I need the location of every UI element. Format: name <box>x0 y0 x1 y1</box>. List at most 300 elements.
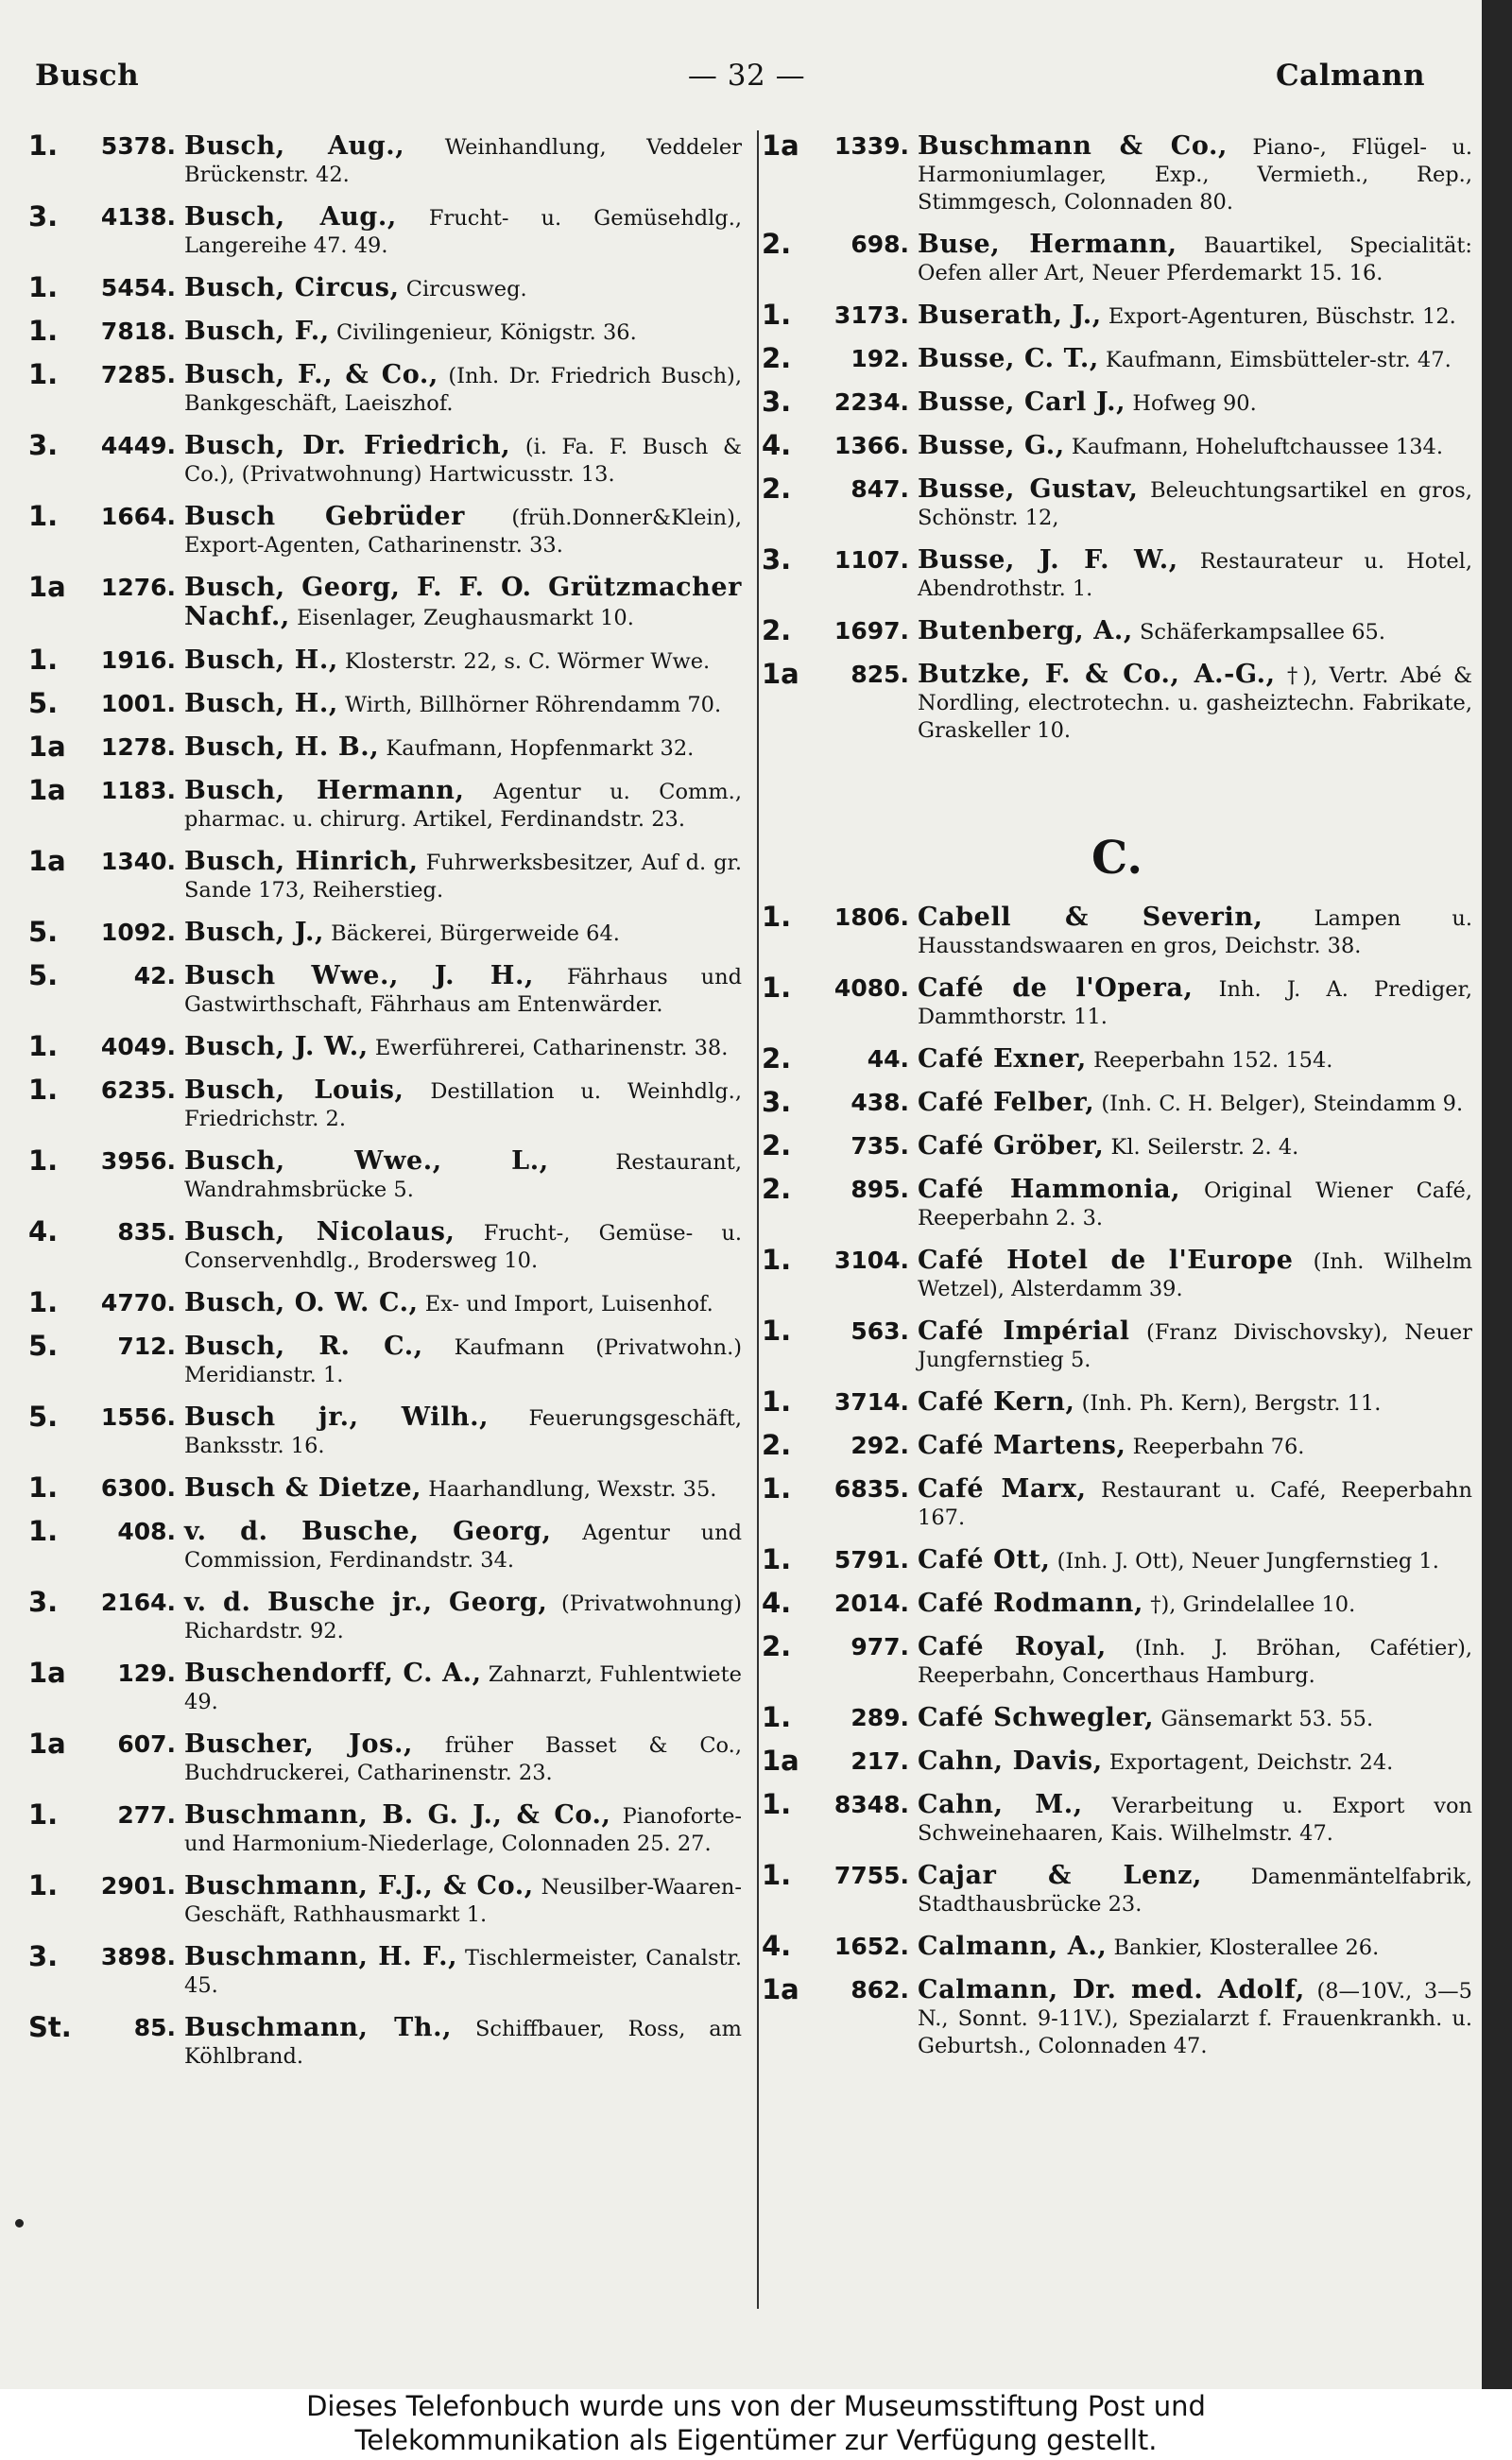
entry-name: Buscher, Jos., <box>184 1729 413 1759</box>
exchange-code: 1a <box>762 129 799 162</box>
exchange-code: 3. <box>28 200 59 232</box>
directory-entry <box>28 315 742 347</box>
entry-name: Busch, Hinrich, <box>184 847 419 876</box>
directory-entry <box>762 1385 1472 1418</box>
line-number: 698. <box>850 231 909 258</box>
line-number: 1652. <box>833 1933 909 1960</box>
entry-phone-number <box>762 1317 913 1348</box>
line-number: 977. <box>850 1633 909 1660</box>
entry-phone-number <box>762 1173 913 1206</box>
entry-name: Busch, Dr. Friedrich, <box>184 431 511 460</box>
entry-description: Bauartikel, Specialität: Oefen aller Art, Neuer Pferdemarkt 15. 16. <box>918 233 1472 285</box>
exchange-code: 4. <box>762 429 792 461</box>
exchange-code: 1. <box>762 1788 792 1820</box>
entry-name: Busse, C. T., <box>918 344 1099 373</box>
entry-name: Busch, F., & Co., <box>184 360 438 389</box>
directory-entry <box>762 228 1472 287</box>
entry-phone-number <box>28 1798 180 1832</box>
directory-entry <box>762 475 1472 532</box>
entry-phone-number <box>28 1471 180 1505</box>
entry-phone-number <box>762 1543 913 1576</box>
entry-name: Buserath, J., <box>918 301 1102 330</box>
entry-description: Weinhandlung, Veddeler Brückenstr. 42. <box>184 135 742 187</box>
entry-description: Kaufmann, Eimsbütteler-str. 47. <box>1106 348 1452 372</box>
margin-mark <box>15 2219 24 2228</box>
directory-entry <box>762 1543 1472 1575</box>
line-number: 3898. <box>100 1943 176 1970</box>
entry-name: Calmann, Dr. med. Adolf, <box>918 1975 1305 2004</box>
entry-description: Restaurant u. Café, Reeperbahn 167. <box>918 1478 1473 1530</box>
entry-description: Original Wiener Café, Reeperbahn 2. 3. <box>918 1178 1472 1230</box>
left-column <box>28 129 743 2085</box>
entry-name: Café Impérial <box>918 1316 1130 1346</box>
entry-name: Busch, J. W., <box>184 1032 369 1061</box>
line-number: 1916. <box>100 646 176 674</box>
exchange-code: 2. <box>762 614 792 646</box>
entry-phone-number <box>762 1587 913 1620</box>
entry-name: Busse, Carl J., <box>918 387 1126 417</box>
entry-description: Reeperbahn 76. <box>1132 1435 1305 1459</box>
line-number: 2234. <box>833 388 909 416</box>
entry-name: Buschmann, F.J., & Co., <box>184 1871 534 1901</box>
entry-name: Buschmann, Th., <box>184 2013 453 2042</box>
entry-name: Buschmann, H. F., <box>184 1942 458 1971</box>
exchange-code: 1. <box>28 1074 59 1106</box>
entry-description: Pianoforte- und Harmonium-Niederlage, Colonnaden 25. 27. <box>184 1804 742 1856</box>
directory-entry <box>762 1587 1472 1619</box>
exchange-code: 1a <box>28 774 66 806</box>
entry-name: Busch, R. C., <box>184 1332 423 1361</box>
entry-description: Export-Agenturen, Büschstr. 12. <box>1108 304 1456 329</box>
line-number: 1276. <box>100 574 176 601</box>
entry-phone-number <box>762 1385 913 1419</box>
directory-entry <box>762 129 1472 216</box>
entry-description: Inh. J. A. Prediger, Dammthorstr. 11. <box>918 977 1472 1029</box>
exchange-code: 1. <box>28 315 59 347</box>
exchange-code: 1. <box>762 1701 792 1733</box>
entry-phone-number <box>762 1472 913 1505</box>
entry-description: Zahnarzt, Fuhlentwiete 49. <box>184 1662 742 1714</box>
entry-phone-number <box>762 301 913 332</box>
entry-name: Busch Gebrüder <box>184 502 466 531</box>
entry-phone-number <box>762 475 913 506</box>
entry-phone-number <box>28 916 180 949</box>
line-number: 6235. <box>100 1076 176 1104</box>
entry-phone-number <box>28 845 180 878</box>
entry-name: Busch, Circus, <box>184 273 400 302</box>
entry-name: Café Ott, <box>918 1545 1051 1574</box>
directory-entry <box>762 1042 1472 1075</box>
entry-name: Café de l'Opera, <box>918 973 1194 1003</box>
exchange-code: 3. <box>762 1086 792 1118</box>
exchange-code: 5. <box>28 959 59 991</box>
line-number: 1278. <box>100 733 176 761</box>
entry-name: Cajar & Lenz, <box>918 1861 1203 1890</box>
entry-phone-number <box>28 774 180 807</box>
entry-name: Café Martens, <box>918 1431 1126 1460</box>
entry-phone-number <box>28 571 180 604</box>
line-number: 42. <box>133 962 176 989</box>
exchange-code: 1a <box>762 658 799 690</box>
entry-description: Neusilber-Waaren-Geschäft, Rathhausmarkt 1. <box>184 1875 743 1927</box>
page-number: — 32 — <box>687 59 806 93</box>
line-number: 847. <box>850 475 909 503</box>
directory-entry <box>762 1701 1472 1733</box>
entry-phone-number <box>762 658 913 691</box>
exchange-code: 3. <box>28 1940 59 1972</box>
entry-name: Busch, Hermann, <box>184 776 465 805</box>
line-number: 4138. <box>100 203 176 231</box>
directory-entry <box>28 1586 742 1645</box>
entry-phone-number <box>762 614 913 647</box>
exchange-code: 1a <box>28 1728 66 1760</box>
entry-phone-number <box>28 358 180 391</box>
line-number: 607. <box>117 1730 176 1758</box>
exchange-code: 1. <box>762 1859 792 1891</box>
entry-phone-number <box>28 1515 180 1548</box>
entry-name: Café Marx, <box>918 1474 1087 1504</box>
exchange-code: 1. <box>28 1286 59 1318</box>
exchange-code: 3. <box>762 386 792 418</box>
entry-description: (Inh. C. H. Belger), Steindamm 9. <box>1101 1092 1464 1116</box>
directory-entry <box>28 429 742 489</box>
exchange-code: 1. <box>28 1471 59 1504</box>
directory-entry <box>762 1973 1472 2060</box>
entry-phone-number <box>762 1042 913 1075</box>
entry-description: (Inh. Wilhelm Wetzel), Alsterdamm 39. <box>918 1249 1473 1301</box>
directory-entry <box>762 1472 1473 1532</box>
entry-description: Feuerungsgeschäft, Banksstr. 16. <box>184 1406 742 1458</box>
entry-phone-number <box>762 543 913 576</box>
entry-phone-number <box>28 1869 180 1902</box>
entry-name: Buse, Hermann, <box>918 230 1177 259</box>
entry-description: Circusweg. <box>405 277 527 301</box>
line-number: 563. <box>850 1317 909 1345</box>
entry-phone-number <box>28 129 180 163</box>
directory-entry <box>762 1129 1472 1161</box>
exchange-code: 1. <box>28 1030 59 1062</box>
entry-description: Verarbeitung u. Export von Schweinehaaren, Kais. Wilhelmstr. 47. <box>918 1794 1472 1846</box>
exchange-code: 1. <box>762 299 792 331</box>
entry-name: v. d. Busche, Georg, <box>184 1517 552 1546</box>
directory-entry <box>762 974 1472 1031</box>
directory-entry <box>28 646 742 676</box>
entry-phone-number <box>28 500 180 533</box>
exchange-code: 5. <box>28 1330 59 1362</box>
exchange-code: 2. <box>762 1429 792 1461</box>
entry-description: Restaurateur u. Hotel, Abendrothstr. 1. <box>918 549 1472 601</box>
entry-phone-number <box>762 1788 913 1821</box>
directory-entry <box>762 1788 1472 1848</box>
directory-entry <box>28 571 742 632</box>
entry-description: Agentur u. Comm., pharmac. u. chirurg. Artikel, Ferdinandstr. 23. <box>184 780 742 832</box>
entry-name: Busch, Louis, <box>184 1075 404 1105</box>
entry-description: Klosterstr. 22, s. C. Wörmer Wwe. <box>345 649 711 674</box>
entry-name: Busch, H., <box>184 645 338 675</box>
line-number: 5454. <box>100 274 176 301</box>
directory-entry <box>28 1798 742 1858</box>
entry-phone-number <box>762 1859 913 1892</box>
directory-entry <box>28 1940 742 2000</box>
entry-description: (i. Fa. F. Busch & Co.), (Privatwohnung) Hartwicusstr. 13. <box>184 435 742 487</box>
line-number: 2901. <box>100 1872 176 1900</box>
line-number: 3714. <box>833 1388 909 1416</box>
directory-entry <box>762 658 1472 745</box>
entry-description: Beleuchtungsartikel en gros, Schönstr. 12, <box>918 478 1472 530</box>
directory-entry <box>762 1747 1472 1777</box>
entry-description: Schiffbauer, Ross, am Köhlbrand. <box>184 2017 742 2069</box>
exchange-code: 1a <box>28 1657 66 1689</box>
line-number: 4080. <box>833 974 909 1002</box>
entry-description: früher Basset & Co., Buchdruckerei, Catharinenstr. 23. <box>184 1733 742 1785</box>
line-number: 4770. <box>100 1289 176 1316</box>
directory-entry <box>28 1030 742 1062</box>
line-number: 438. <box>850 1089 909 1116</box>
line-number: 85. <box>133 2014 176 2041</box>
directory-entry <box>28 1144 742 1204</box>
exchange-code: 2. <box>762 1042 792 1075</box>
entry-name: Busch, H., <box>184 689 338 718</box>
entry-phone-number <box>28 1030 180 1063</box>
entry-description: Ewerführerei, Catharinenstr. 38. <box>374 1036 729 1060</box>
entry-description: (Inh. Dr. Friedrich Busch), Bankgeschäft, Laeiszhof. <box>184 364 742 416</box>
exchange-code: 1a <box>762 1973 799 2005</box>
directory-entry <box>28 500 743 559</box>
line-number: 129. <box>117 1660 176 1687</box>
line-number: 1183. <box>100 777 176 804</box>
directory-entry <box>28 1215 742 1275</box>
entry-description: (Privatwohnung) Richardstr. 92. <box>184 1591 742 1643</box>
exchange-code: 1. <box>28 644 59 676</box>
exchange-code: 1a <box>28 571 66 603</box>
line-number: 4049. <box>100 1033 176 1060</box>
entry-name: Café Gröber, <box>918 1131 1105 1161</box>
entry-name: Café Rodmann, <box>918 1589 1144 1618</box>
entry-name: Busse, Gustav, <box>918 474 1139 504</box>
exchange-code: 1. <box>762 1472 792 1505</box>
running-head-left: Busch <box>35 59 140 93</box>
directory-entry <box>28 1403 742 1460</box>
entry-name: Busch & Dietze, <box>184 1473 422 1503</box>
entry-phone-number <box>28 271 180 304</box>
directory-entry <box>28 845 742 904</box>
entry-name: Busch, F., <box>184 317 330 346</box>
directory-entry <box>28 916 742 948</box>
directory-entry <box>28 1076 742 1133</box>
line-number: 4449. <box>100 432 176 459</box>
exchange-code: 4. <box>762 1930 792 1962</box>
entry-name: Cahn, M., <box>918 1790 1083 1819</box>
entry-name: Buschmann, B. G. J., & Co., <box>184 1800 611 1830</box>
entry-description: Kaufmann (Privatwohn.) Meridianstr. 1. <box>184 1335 742 1387</box>
entry-phone-number <box>28 687 180 720</box>
entry-phone-number <box>28 1403 180 1434</box>
footer-line-1: Dieses Telefonbuch wurde uns von der Museumsstiftung Post und <box>306 2390 1206 2422</box>
exchange-code: 1. <box>28 500 59 532</box>
entry-phone-number <box>28 1940 180 1973</box>
entry-phone-number <box>28 1215 180 1248</box>
entry-name: v. d. Busche jr., Georg, <box>184 1588 548 1617</box>
entry-phone-number <box>762 429 913 462</box>
entry-name: Butzke, F. & Co., A.-G., <box>918 660 1276 689</box>
exchange-code: 1a <box>28 731 66 763</box>
line-number: 277. <box>117 1801 176 1829</box>
exchange-code: 2. <box>762 1129 792 1161</box>
entry-description: Piano-, Flügel- u. Harmoniumlager, Exp., Vermieth., Rep., Stimmgesch, Colonnaden 80. <box>918 135 1472 215</box>
exchange-code: 2. <box>762 1173 792 1205</box>
entry-phone-number <box>762 1244 913 1277</box>
line-number: 7755. <box>833 1862 909 1889</box>
entry-phone-number <box>762 1701 913 1734</box>
directory-entry <box>28 733 742 763</box>
entry-phone-number <box>28 315 180 348</box>
entry-name: Café Kern, <box>918 1387 1075 1417</box>
line-number: 862. <box>850 1976 909 2004</box>
line-number: 735. <box>850 1132 909 1160</box>
directory-entry <box>28 2011 742 2071</box>
footer-notice <box>0 2389 1512 2460</box>
entry-phone-number <box>762 388 913 419</box>
entry-phone-number <box>28 1586 180 1619</box>
entry-name: Busch, Nicolaus, <box>184 1217 455 1247</box>
entry-name: Café Hotel de l'Europe <box>918 1246 1294 1275</box>
entry-phone-number <box>762 1429 913 1462</box>
directory-entry <box>28 1730 742 1787</box>
entry-phone-number <box>28 1730 180 1761</box>
exchange-code: 5. <box>28 916 59 948</box>
exchange-code: 5. <box>28 687 59 719</box>
entry-description: Haarhandlung, Wexstr. 35. <box>428 1477 717 1502</box>
entry-name: Butenberg, A., <box>918 616 1133 645</box>
entry-description: (Inh. J. Ott), Neuer Jungfernstieg 1. <box>1057 1549 1439 1574</box>
exchange-code: 4. <box>762 1587 792 1619</box>
entry-description: Restaurant, Wandrahmsbrücke 5. <box>184 1150 742 1202</box>
entry-name: Buschendorff, C. A., <box>184 1659 482 1688</box>
entry-phone-number <box>28 200 180 233</box>
entry-phone-number <box>762 129 913 163</box>
directory-entry <box>28 774 742 834</box>
line-number: 1340. <box>100 848 176 875</box>
entry-name: Café Schwegler, <box>918 1703 1155 1732</box>
line-number: 2014. <box>833 1590 909 1617</box>
entry-description: (Inh. Ph. Kern), Bergstr. 11. <box>1081 1391 1382 1416</box>
line-number: 408. <box>117 1518 176 1545</box>
entry-name: Busch Wwe., J. H., <box>184 961 535 990</box>
entry-description: Reeperbahn 152. 154. <box>1093 1048 1333 1073</box>
entry-name: Busse, J. F. W., <box>918 545 1178 575</box>
exchange-code: 1. <box>762 901 792 933</box>
entry-description: Wirth, Billhörner Röhrendamm 70. <box>345 693 722 717</box>
line-number: 1697. <box>833 617 909 645</box>
entry-name: Cabell & Severin, <box>918 903 1263 932</box>
exchange-code: 2. <box>762 342 792 374</box>
entry-name: Busch jr., Wilh., <box>184 1402 490 1432</box>
entry-phone-number <box>762 1630 913 1663</box>
exchange-code: 1. <box>28 271 59 303</box>
entry-phone-number <box>28 1144 180 1178</box>
entry-description: (Franz Divischovsky), Neuer Jungfernstieg 5. <box>918 1320 1473 1372</box>
line-number: 3956. <box>100 1147 176 1175</box>
exchange-code: 2. <box>762 1630 792 1662</box>
directory-entry <box>762 614 1472 646</box>
entry-description: Frucht-, Gemüse- u. Conservenhdlg., Brodersweg 10. <box>184 1221 742 1273</box>
right-column-c-entries <box>762 903 1472 2060</box>
exchange-code: 1. <box>762 1385 792 1418</box>
line-number: 2164. <box>100 1589 176 1616</box>
line-number: 3104. <box>833 1247 909 1274</box>
entry-name: Café Hammonia, <box>918 1175 1181 1204</box>
entry-phone-number <box>762 1129 913 1162</box>
entry-phone-number <box>762 228 913 261</box>
line-number: 6835. <box>833 1475 909 1503</box>
line-number: 7818. <box>100 318 176 345</box>
entry-description: Damenmäntelfabrik, Stadthausbrücke 23. <box>918 1865 1472 1917</box>
line-number: 1806. <box>833 903 909 931</box>
entry-description: Gänsemarkt 53. 55. <box>1160 1707 1374 1731</box>
entry-description: Eisenlager, Zeughausmarkt 10. <box>297 606 634 630</box>
line-number: 6300. <box>100 1474 176 1502</box>
exchange-code: 1. <box>762 972 792 1004</box>
exchange-code: 1. <box>28 1515 59 1547</box>
directory-entry <box>762 1930 1472 1962</box>
line-number: 825. <box>850 661 909 688</box>
directory-entry <box>28 959 743 1019</box>
entry-name: Busch, Georg, F. F. O. Grützmacher Nachf., <box>184 573 742 631</box>
entry-phone-number <box>762 1086 913 1119</box>
entry-description: Bankier, Klosterallee 26. <box>1113 1935 1380 1960</box>
footer-line-2: Telekommunikation als Eigentümer zur Verfügung gestellt. <box>354 2424 1158 2456</box>
directory-entry <box>762 301 1472 331</box>
exchange-code: 2. <box>762 473 792 505</box>
exchange-code: 4. <box>28 1215 59 1247</box>
exchange-code: 3. <box>28 1586 59 1618</box>
directory-entry <box>762 543 1472 603</box>
line-number: 5378. <box>100 132 176 160</box>
entry-name: Busch, H. B., <box>184 732 380 762</box>
line-number: 712. <box>117 1333 176 1360</box>
line-number: 44. <box>867 1045 909 1073</box>
directory-entry <box>762 1630 1472 1690</box>
line-number: 835. <box>117 1218 176 1246</box>
entry-description: Kaufmann, Hoheluftchaussee 134. <box>1071 435 1443 459</box>
entry-name: Busch, J., <box>184 918 325 947</box>
directory-entry <box>28 1869 743 1929</box>
exchange-code: 3. <box>762 543 792 576</box>
exchange-code: 2. <box>762 228 792 260</box>
directory-entry <box>762 1086 1472 1118</box>
line-number: 1001. <box>100 690 176 717</box>
book-spine-edge <box>1482 0 1512 2389</box>
exchange-code: 1. <box>762 1244 792 1276</box>
entry-phone-number <box>28 1076 180 1107</box>
entry-name: Cahn, Davis, <box>918 1746 1103 1776</box>
exchange-code: 3. <box>28 429 59 461</box>
entry-description: Kl. Seilerstr. 2. 4. <box>1110 1135 1299 1160</box>
entry-phone-number <box>28 646 180 677</box>
directory-entry <box>28 1286 742 1318</box>
entry-description: †), Grindelallee 10. <box>1150 1592 1356 1617</box>
entry-phone-number <box>28 2011 180 2044</box>
directory-entry <box>28 271 742 303</box>
entry-name: Busse, G., <box>918 431 1065 460</box>
entry-phone-number <box>762 1747 913 1778</box>
entry-name: Busch, Aug., <box>184 202 397 232</box>
entry-description: Bäckerei, Bürgerweide 64. <box>331 921 620 946</box>
line-number: 3173. <box>833 301 909 329</box>
entry-description: Fährhaus und Gastwirthschaft, Fährhaus am Entenwärder. <box>184 965 743 1017</box>
line-number: 1092. <box>100 919 176 946</box>
line-number: 1107. <box>833 546 909 574</box>
